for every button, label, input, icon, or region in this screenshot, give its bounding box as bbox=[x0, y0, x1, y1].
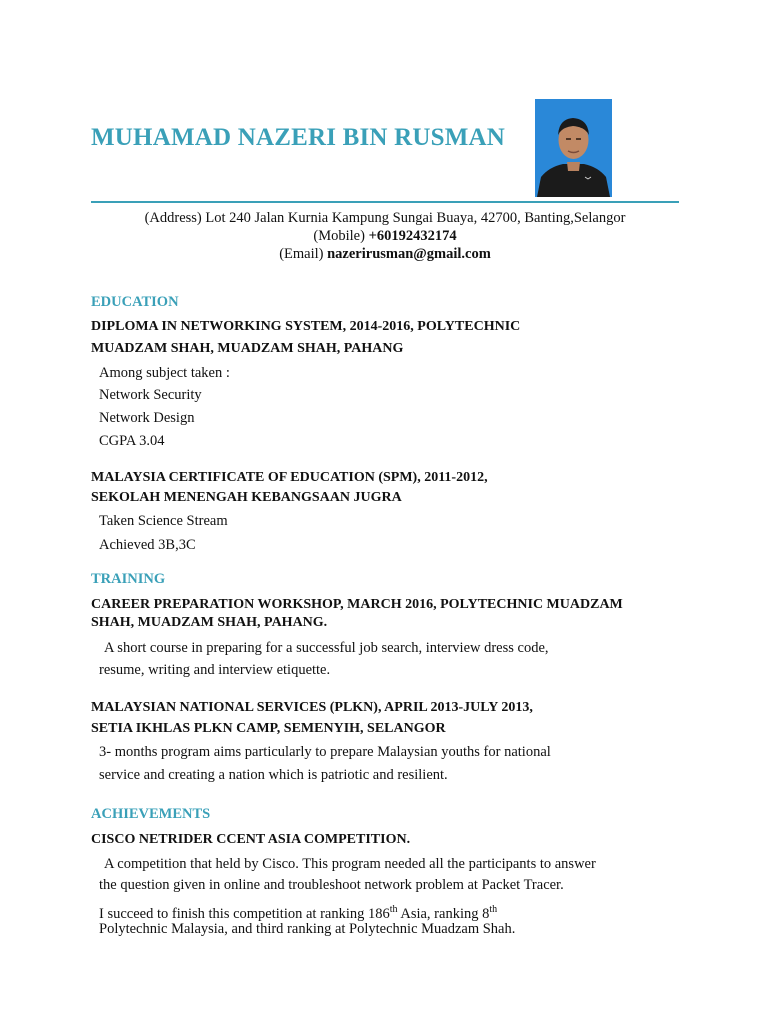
address-line bbox=[91, 209, 679, 227]
address-value: Lot 240 Jalan Kurnia Kampung Sungai Buaya, 42700, Banting,Selangor bbox=[205, 210, 626, 226]
plkn-desc-line-1: 3- months program aims particularly to prepare Malaysian youths for national bbox=[99, 744, 551, 760]
ordinal-suffix: th bbox=[389, 904, 398, 915]
spm-line: Taken Science Stream bbox=[99, 513, 228, 529]
workshop-heading-1: CAREER PREPARATION WORKSHOP, MARCH 2016, POLYTECHNIC MUADZAM bbox=[91, 597, 623, 612]
cisco-desc-line-2: the question given in online and troubleshoot network problem at Packet Tracer. bbox=[99, 877, 564, 893]
workshop-heading-2: SHAH, MUADZAM SHAH, PAHANG. bbox=[91, 615, 328, 630]
plkn-heading-2: SETIA IKHLAS PLKN CAMP, SEMENYIH, SELANGOR bbox=[91, 721, 446, 736]
spm-heading-1: MALAYSIA CERTIFICATE OF EDUCATION (SPM), 2011-2012, bbox=[91, 470, 488, 485]
cisco-desc-line-4: Polytechnic Malaysia, and third ranking at Polytechnic Muadzam Shah. bbox=[99, 921, 516, 937]
spm-line: Achieved 3B,3C bbox=[99, 537, 196, 553]
workshop-desc-line-1: A short course in preparing for a successful job search, interview dress code, bbox=[104, 640, 549, 656]
applicant-name: MUHAMAD NAZERI BIN RUSMAN bbox=[91, 124, 506, 151]
profile-photo-icon bbox=[535, 99, 612, 197]
diploma-heading-1: DIPLOMA IN NETWORKING SYSTEM, 2014-2016, POLYTECHNIC bbox=[91, 319, 521, 334]
section-title-training: TRAINING bbox=[91, 571, 166, 587]
cisco-desc-line-1: A competition that held by Cisco. This program needed all the participants to answer bbox=[104, 856, 596, 872]
workshop-desc-line-2: resume, writing and interview etiquette. bbox=[99, 662, 331, 678]
diploma-line: CGPA 3.04 bbox=[99, 433, 165, 449]
diploma-line: Among subject taken : bbox=[99, 365, 230, 381]
cisco-heading: CISCO NETRIDER CCENT ASIA COMPETITION. bbox=[91, 832, 411, 847]
email-label: (Email) bbox=[279, 246, 324, 262]
plkn-heading-1: MALAYSIAN NATIONAL SERVICES (PLKN), APRIL 2013-JULY 2013, bbox=[91, 700, 533, 715]
diploma-line: Network Design bbox=[99, 410, 195, 426]
diploma-line: Network Security bbox=[99, 387, 202, 403]
header-divider bbox=[91, 201, 679, 203]
diploma-heading-2: MUADZAM SHAH, MUADZAM SHAH, PAHANG bbox=[91, 341, 404, 356]
cisco-line-3-part-a: I succeed to finish this competition at ranking 186 bbox=[99, 905, 390, 922]
cisco-line-3-part-b: Asia, ranking 8 bbox=[397, 905, 490, 922]
section-title-achievements: ACHIEVEMENTS bbox=[91, 806, 211, 822]
mobile-value: +60192432174 bbox=[368, 228, 457, 244]
section-title-education: EDUCATION bbox=[91, 294, 179, 310]
email-value: nazerirusman@gmail.com bbox=[327, 246, 491, 262]
mobile-line bbox=[91, 227, 679, 245]
spm-heading-2: SEKOLAH MENENGAH KEBANGSAAN JUGRA bbox=[91, 490, 402, 505]
ordinal-suffix: th bbox=[489, 904, 498, 915]
contact-block bbox=[91, 209, 679, 263]
address-label: (Address) bbox=[144, 210, 202, 226]
profile-photo bbox=[535, 99, 612, 197]
mobile-label: (Mobile) bbox=[313, 228, 365, 244]
plkn-desc-line-2: service and creating a nation which is patriotic and resilient. bbox=[99, 767, 448, 783]
email-line bbox=[91, 245, 679, 263]
